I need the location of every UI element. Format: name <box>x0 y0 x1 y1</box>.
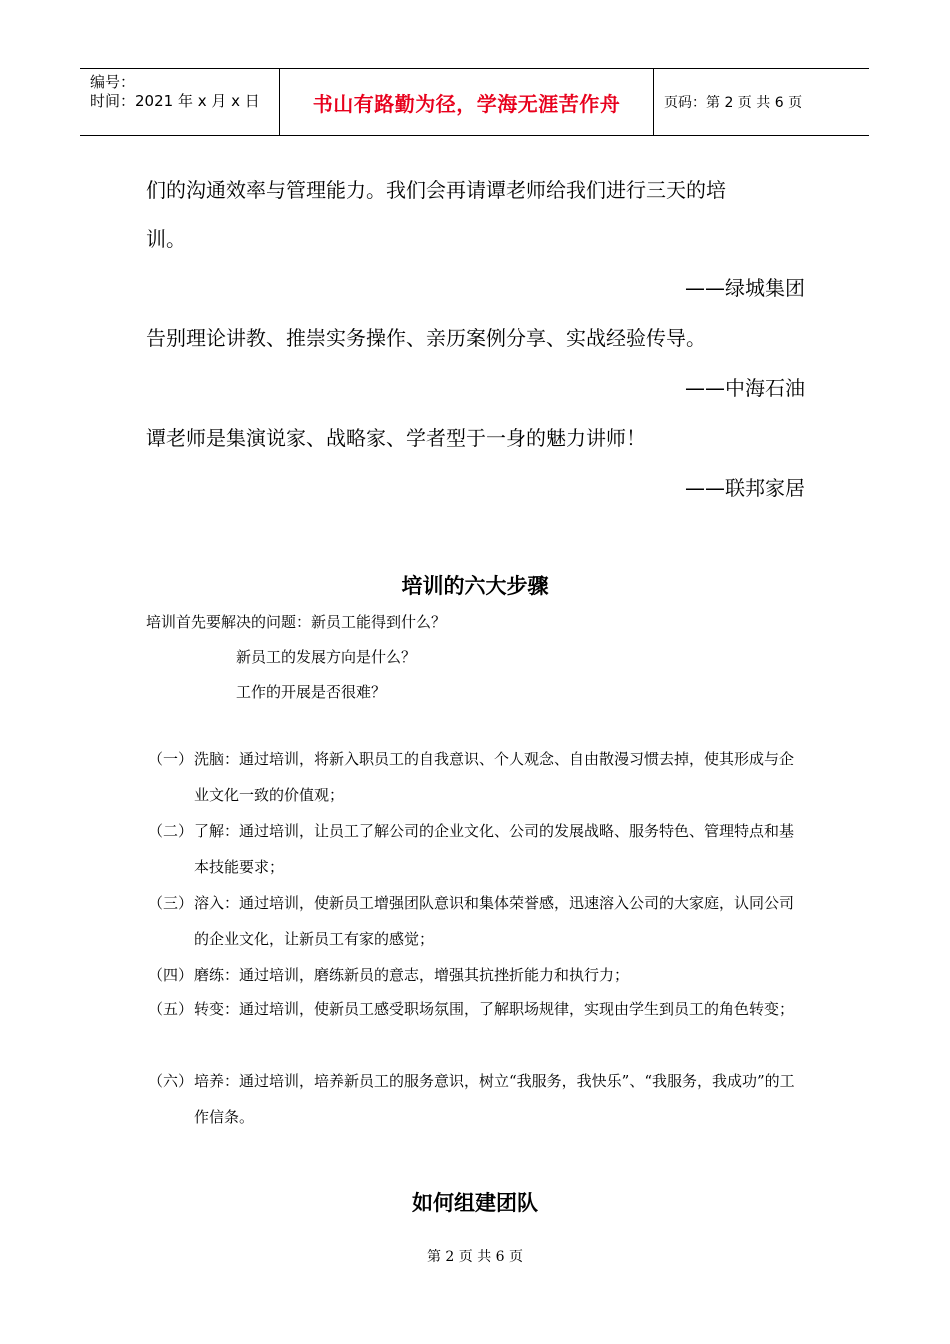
header-date-label: 时间：2021 年 x 月 x 日 <box>90 92 260 110</box>
document-header <box>80 68 869 136</box>
testimonial-line-2: 训。 <box>146 227 186 251</box>
list-item <box>148 893 808 965</box>
testimonial-line-3: 告别理论讲教、推崇实务操作、亲历案例分享、实战经验传导。 <box>146 326 706 350</box>
testimonial-line-1: 们的沟通效率与管理能力。我们会再请谭老师给我们进行三天的培 <box>146 178 726 202</box>
list-item-text: 洗脑：通过培训，将新入职员工的自我意识、个人观念、自由散漫习惯去掉，使其形成与企业文化一致的价值观； <box>194 750 795 804</box>
training-intro: 培训首先要解决的问题：新员工能得到什么？ <box>146 613 447 631</box>
list-item-text: 溶入：通过培训，使新员工增强团队意识和集体荣誉感，迅速溶入公司的大家庭，认同公司的企业文化，让新员工有家的感觉； <box>194 894 795 948</box>
list-item <box>148 749 808 821</box>
list-item <box>148 1071 808 1143</box>
list-item-text: 培养：通过培训，培养新员工的服务意识，树立“我服务，我快乐”、“我服务，我成功”的工作信条。 <box>194 1072 795 1126</box>
list-item-number: （四） <box>148 966 194 984</box>
list-item-text: 转变：通过培训，使新员工感受职场氛围，了解职场规律，实现由学生到员工的角色转变； <box>194 1000 795 1018</box>
section-title-training-steps: 培训的六大步骤 <box>401 574 549 598</box>
header-meta <box>80 69 280 135</box>
header-motto: 书山有路勤为径，学海无涯苦作舟 <box>312 91 621 116</box>
list-item <box>148 999 808 1071</box>
list-item-number: （五） <box>148 1000 194 1018</box>
list-item-number: （六） <box>148 1072 194 1090</box>
list-item-number: （三） <box>148 894 194 912</box>
list-item-number: （一） <box>148 750 194 768</box>
page-footer: 第 2 页 共 6 页 <box>426 1249 524 1265</box>
list-item-number: （二） <box>148 822 194 840</box>
testimonial-source-2: ——中海石油 <box>685 376 805 400</box>
header-page-info: 页码：第 2 页 共 6 页 <box>664 95 803 111</box>
training-question-3: 工作的开展是否很难？ <box>236 683 387 701</box>
list-item-text: 了解：通过培训，让员工了解公司的企业文化、公司的发展战略、服务特色、管理特点和基本技能要求； <box>194 822 795 876</box>
section-title-build-team: 如何组建团队 <box>412 1191 538 1215</box>
list-item-text: 磨练：通过培训，磨练新员的意志，增强其抗挫折能力和执行力； <box>194 966 630 984</box>
testimonial-line-4: 谭老师是集演说家、战略家、学者型于一身的魅力讲师！ <box>146 426 646 450</box>
list-item <box>148 821 808 893</box>
testimonial-source-3: ——联邦家居 <box>685 476 805 500</box>
testimonial-source-1: ——绿城集团 <box>685 276 805 300</box>
training-question-2: 新员工的发展方向是什么？ <box>236 648 417 666</box>
header-number-label: 编号： <box>90 73 136 91</box>
header-motto-cell <box>280 69 654 135</box>
